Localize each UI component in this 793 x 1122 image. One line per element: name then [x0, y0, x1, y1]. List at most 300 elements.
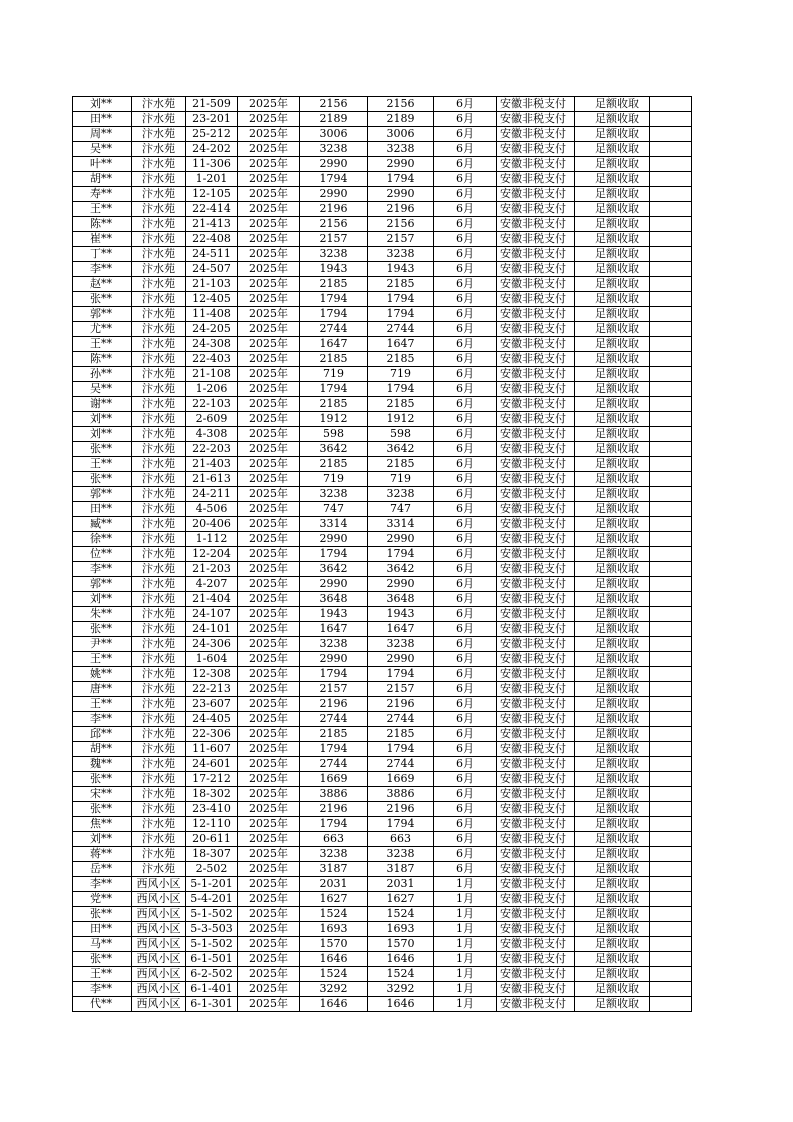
cell-month: 6月 — [434, 232, 497, 247]
cell-payment-method: 安徽非税支付 — [497, 472, 575, 487]
cell-year: 2025年 — [238, 922, 300, 937]
cell-payment-method: 安徽非税支付 — [497, 397, 575, 412]
cell-payment-method: 安徽非税支付 — [497, 202, 575, 217]
cell-payment-method: 安徽非税支付 — [497, 172, 575, 187]
cell-resident-name: 丁** — [73, 247, 132, 262]
cell-month: 6月 — [434, 712, 497, 727]
cell-month: 6月 — [434, 637, 497, 652]
cell-amount-due: 3238 — [300, 247, 368, 262]
cell-amount-due: 1794 — [300, 172, 368, 187]
cell-amount-due: 3642 — [300, 562, 368, 577]
cell-amount-paid: 719 — [368, 472, 434, 487]
cell-amount-paid: 1794 — [368, 292, 434, 307]
cell-year: 2025年 — [238, 757, 300, 772]
cell-extra — [650, 502, 692, 517]
cell-community: 西风小区 — [132, 922, 186, 937]
cell-amount-paid: 1794 — [368, 547, 434, 562]
cell-payment-method: 安徽非税支付 — [497, 232, 575, 247]
cell-amount-paid: 663 — [368, 832, 434, 847]
cell-resident-name: 张** — [73, 772, 132, 787]
cell-extra — [650, 787, 692, 802]
table-row — [73, 607, 692, 622]
cell-year: 2025年 — [238, 277, 300, 292]
cell-payment-method: 安徽非税支付 — [497, 382, 575, 397]
cell-amount-due: 1646 — [300, 997, 368, 1012]
cell-payment-method: 安徽非税支付 — [497, 742, 575, 757]
cell-resident-name: 王** — [73, 652, 132, 667]
cell-payment-method: 安徽非税支付 — [497, 997, 575, 1012]
cell-amount-due: 598 — [300, 427, 368, 442]
cell-extra — [650, 457, 692, 472]
cell-unit-number: 23-410 — [186, 802, 238, 817]
cell-extra — [650, 892, 692, 907]
cell-month: 1月 — [434, 967, 497, 982]
cell-resident-name: 宋** — [73, 787, 132, 802]
cell-community: 汴水苑 — [132, 292, 186, 307]
cell-payment-method: 安徽非税支付 — [497, 517, 575, 532]
cell-extra — [650, 997, 692, 1012]
cell-amount-due: 3648 — [300, 592, 368, 607]
cell-collection-status: 足额收取 — [575, 922, 650, 937]
cell-month: 6月 — [434, 307, 497, 322]
cell-amount-paid: 2196 — [368, 697, 434, 712]
cell-amount-due: 2157 — [300, 682, 368, 697]
cell-year: 2025年 — [238, 637, 300, 652]
cell-community: 汴水苑 — [132, 622, 186, 637]
cell-year: 2025年 — [238, 442, 300, 457]
cell-unit-number: 11-408 — [186, 307, 238, 322]
cell-extra — [650, 667, 692, 682]
cell-unit-number: 21-413 — [186, 217, 238, 232]
cell-resident-name: 崔** — [73, 232, 132, 247]
cell-payment-method: 安徽非税支付 — [497, 952, 575, 967]
cell-community: 西风小区 — [132, 907, 186, 922]
cell-resident-name: 李** — [73, 877, 132, 892]
cell-extra — [650, 142, 692, 157]
cell-amount-paid: 3238 — [368, 487, 434, 502]
cell-collection-status: 足额收取 — [575, 202, 650, 217]
cell-amount-paid: 2185 — [368, 277, 434, 292]
cell-month: 6月 — [434, 487, 497, 502]
cell-month: 6月 — [434, 577, 497, 592]
cell-collection-status: 足额收取 — [575, 712, 650, 727]
cell-extra — [650, 757, 692, 772]
cell-amount-paid: 3238 — [368, 142, 434, 157]
cell-amount-paid: 1912 — [368, 412, 434, 427]
cell-extra — [650, 772, 692, 787]
cell-month: 6月 — [434, 727, 497, 742]
cell-payment-method: 安徽非税支付 — [497, 667, 575, 682]
cell-resident-name: 代** — [73, 997, 132, 1012]
cell-amount-paid: 2990 — [368, 187, 434, 202]
table-row — [73, 712, 692, 727]
cell-amount-paid: 747 — [368, 502, 434, 517]
cell-resident-name: 刘** — [73, 412, 132, 427]
cell-month: 6月 — [434, 682, 497, 697]
cell-year: 2025年 — [238, 142, 300, 157]
cell-year: 2025年 — [238, 607, 300, 622]
cell-payment-method: 安徽非税支付 — [497, 607, 575, 622]
cell-month: 6月 — [434, 442, 497, 457]
cell-month: 6月 — [434, 292, 497, 307]
cell-extra — [650, 427, 692, 442]
cell-community: 西风小区 — [132, 967, 186, 982]
cell-community: 汴水苑 — [132, 202, 186, 217]
cell-collection-status: 足额收取 — [575, 982, 650, 997]
cell-amount-due: 1669 — [300, 772, 368, 787]
cell-unit-number: 1-604 — [186, 652, 238, 667]
cell-community: 西风小区 — [132, 892, 186, 907]
cell-collection-status: 足额收取 — [575, 337, 650, 352]
cell-amount-due: 1794 — [300, 547, 368, 562]
table-row — [73, 472, 692, 487]
table-row — [73, 847, 692, 862]
cell-collection-status: 足额收取 — [575, 592, 650, 607]
cell-amount-due: 3187 — [300, 862, 368, 877]
cell-collection-status: 足额收取 — [575, 652, 650, 667]
cell-collection-status: 足额收取 — [575, 892, 650, 907]
cell-resident-name: 胡** — [73, 742, 132, 757]
cell-collection-status: 足额收取 — [575, 847, 650, 862]
cell-resident-name: 姚** — [73, 667, 132, 682]
cell-amount-due: 2185 — [300, 457, 368, 472]
cell-resident-name: 李** — [73, 262, 132, 277]
cell-resident-name: 郭** — [73, 487, 132, 502]
cell-amount-due: 2031 — [300, 877, 368, 892]
cell-community: 汴水苑 — [132, 637, 186, 652]
cell-extra — [650, 307, 692, 322]
cell-extra — [650, 697, 692, 712]
cell-resident-name: 寿** — [73, 187, 132, 202]
table-row — [73, 202, 692, 217]
table-row — [73, 967, 692, 982]
cell-amount-due: 3642 — [300, 442, 368, 457]
cell-extra — [650, 202, 692, 217]
cell-extra — [650, 532, 692, 547]
cell-collection-status: 足额收取 — [575, 502, 650, 517]
cell-year: 2025年 — [238, 697, 300, 712]
table-body — [73, 97, 692, 1012]
cell-resident-name: 岳** — [73, 862, 132, 877]
cell-year: 2025年 — [238, 847, 300, 862]
cell-collection-status: 足额收取 — [575, 292, 650, 307]
cell-extra — [650, 952, 692, 967]
cell-extra — [650, 187, 692, 202]
cell-amount-due: 2156 — [300, 97, 368, 112]
cell-community: 汴水苑 — [132, 427, 186, 442]
fee-collection-table — [72, 96, 692, 1012]
cell-extra — [650, 397, 692, 412]
cell-amount-due: 1646 — [300, 952, 368, 967]
cell-resident-name: 刘** — [73, 592, 132, 607]
cell-amount-paid: 3187 — [368, 862, 434, 877]
cell-unit-number: 25-212 — [186, 127, 238, 142]
cell-amount-due: 2196 — [300, 697, 368, 712]
table-row — [73, 262, 692, 277]
cell-payment-method: 安徽非税支付 — [497, 577, 575, 592]
cell-payment-method: 安徽非税支付 — [497, 937, 575, 952]
cell-payment-method: 安徽非税支付 — [497, 637, 575, 652]
cell-payment-method: 安徽非税支付 — [497, 142, 575, 157]
cell-payment-method: 安徽非税支付 — [497, 562, 575, 577]
cell-amount-due: 1627 — [300, 892, 368, 907]
cell-year: 2025年 — [238, 337, 300, 352]
cell-collection-status: 足额收取 — [575, 112, 650, 127]
cell-resident-name: 吴** — [73, 142, 132, 157]
cell-amount-paid: 1943 — [368, 607, 434, 622]
cell-amount-due: 747 — [300, 502, 368, 517]
cell-resident-name: 郭** — [73, 577, 132, 592]
cell-month: 6月 — [434, 772, 497, 787]
cell-collection-status: 足额收取 — [575, 187, 650, 202]
cell-unit-number: 24-507 — [186, 262, 238, 277]
cell-resident-name: 张** — [73, 907, 132, 922]
cell-payment-method: 安徽非税支付 — [497, 547, 575, 562]
cell-resident-name: 李** — [73, 982, 132, 997]
table-row — [73, 922, 692, 937]
cell-resident-name: 臧** — [73, 517, 132, 532]
cell-year: 2025年 — [238, 187, 300, 202]
table-row — [73, 412, 692, 427]
cell-unit-number: 24-101 — [186, 622, 238, 637]
table-row — [73, 862, 692, 877]
cell-unit-number: 6-2-502 — [186, 967, 238, 982]
cell-community: 汴水苑 — [132, 247, 186, 262]
cell-collection-status: 足额收取 — [575, 607, 650, 622]
cell-unit-number: 21-404 — [186, 592, 238, 607]
cell-community: 汴水苑 — [132, 667, 186, 682]
cell-year: 2025年 — [238, 217, 300, 232]
cell-year: 2025年 — [238, 952, 300, 967]
cell-extra — [650, 862, 692, 877]
cell-unit-number: 11-607 — [186, 742, 238, 757]
cell-year: 2025年 — [238, 997, 300, 1012]
cell-payment-method: 安徽非税支付 — [497, 502, 575, 517]
cell-collection-status: 足额收取 — [575, 232, 650, 247]
cell-community: 汴水苑 — [132, 277, 186, 292]
cell-month: 6月 — [434, 532, 497, 547]
cell-amount-due: 3238 — [300, 487, 368, 502]
cell-community: 汴水苑 — [132, 847, 186, 862]
cell-community: 西风小区 — [132, 997, 186, 1012]
cell-resident-name: 田** — [73, 922, 132, 937]
cell-month: 6月 — [434, 622, 497, 637]
cell-amount-paid: 598 — [368, 427, 434, 442]
cell-unit-number: 1-206 — [186, 382, 238, 397]
cell-amount-due: 1943 — [300, 262, 368, 277]
cell-collection-status: 足额收取 — [575, 622, 650, 637]
cell-extra — [650, 247, 692, 262]
cell-unit-number: 4-506 — [186, 502, 238, 517]
cell-community: 汴水苑 — [132, 517, 186, 532]
table-row — [73, 382, 692, 397]
cell-unit-number: 12-405 — [186, 292, 238, 307]
cell-community: 西风小区 — [132, 937, 186, 952]
cell-year: 2025年 — [238, 547, 300, 562]
cell-amount-paid: 1524 — [368, 907, 434, 922]
cell-month: 6月 — [434, 847, 497, 862]
cell-community: 汴水苑 — [132, 532, 186, 547]
cell-collection-status: 足额收取 — [575, 562, 650, 577]
cell-amount-paid: 2185 — [368, 457, 434, 472]
cell-collection-status: 足额收取 — [575, 172, 650, 187]
cell-community: 汴水苑 — [132, 487, 186, 502]
cell-amount-paid: 1646 — [368, 997, 434, 1012]
cell-payment-method: 安徽非税支付 — [497, 757, 575, 772]
cell-amount-paid: 3642 — [368, 442, 434, 457]
cell-amount-paid: 2744 — [368, 322, 434, 337]
cell-month: 6月 — [434, 382, 497, 397]
cell-collection-status: 足额收取 — [575, 142, 650, 157]
cell-month: 6月 — [434, 202, 497, 217]
cell-month: 6月 — [434, 157, 497, 172]
cell-amount-paid: 3238 — [368, 637, 434, 652]
cell-community: 汴水苑 — [132, 772, 186, 787]
cell-year: 2025年 — [238, 862, 300, 877]
cell-amount-due: 2990 — [300, 157, 368, 172]
cell-collection-status: 足额收取 — [575, 352, 650, 367]
cell-amount-due: 1647 — [300, 622, 368, 637]
table-row — [73, 142, 692, 157]
cell-extra — [650, 832, 692, 847]
cell-unit-number: 1-201 — [186, 172, 238, 187]
cell-collection-status: 足额收取 — [575, 442, 650, 457]
cell-unit-number: 22-408 — [186, 232, 238, 247]
cell-community: 汴水苑 — [132, 712, 186, 727]
cell-amount-due: 2185 — [300, 727, 368, 742]
cell-year: 2025年 — [238, 367, 300, 382]
cell-amount-paid: 3292 — [368, 982, 434, 997]
cell-community: 汴水苑 — [132, 547, 186, 562]
cell-resident-name: 赵** — [73, 277, 132, 292]
cell-community: 汴水苑 — [132, 442, 186, 457]
cell-community: 汴水苑 — [132, 652, 186, 667]
cell-extra — [650, 712, 692, 727]
cell-year: 2025年 — [238, 682, 300, 697]
cell-community: 汴水苑 — [132, 472, 186, 487]
cell-month: 6月 — [434, 517, 497, 532]
cell-amount-due: 663 — [300, 832, 368, 847]
cell-community: 汴水苑 — [132, 97, 186, 112]
cell-year: 2025年 — [238, 247, 300, 262]
table-row — [73, 532, 692, 547]
cell-month: 6月 — [434, 187, 497, 202]
cell-resident-name: 孙** — [73, 367, 132, 382]
cell-resident-name: 叶** — [73, 157, 132, 172]
cell-unit-number: 12-105 — [186, 187, 238, 202]
cell-payment-method: 安徽非税支付 — [497, 682, 575, 697]
cell-extra — [650, 322, 692, 337]
cell-month: 1月 — [434, 937, 497, 952]
cell-month: 6月 — [434, 172, 497, 187]
cell-amount-due: 2990 — [300, 652, 368, 667]
cell-month: 6月 — [434, 547, 497, 562]
cell-amount-paid: 1647 — [368, 337, 434, 352]
cell-resident-name: 魏** — [73, 757, 132, 772]
cell-resident-name: 王** — [73, 337, 132, 352]
cell-amount-due: 2990 — [300, 577, 368, 592]
cell-community: 汴水苑 — [132, 862, 186, 877]
cell-month: 6月 — [434, 427, 497, 442]
cell-community: 汴水苑 — [132, 832, 186, 847]
cell-community: 汴水苑 — [132, 757, 186, 772]
cell-resident-name: 谢** — [73, 397, 132, 412]
cell-month: 6月 — [434, 322, 497, 337]
cell-unit-number: 5-3-503 — [186, 922, 238, 937]
cell-resident-name: 田** — [73, 502, 132, 517]
cell-unit-number: 17-212 — [186, 772, 238, 787]
cell-month: 6月 — [434, 607, 497, 622]
cell-resident-name: 邱** — [73, 727, 132, 742]
cell-community: 汴水苑 — [132, 337, 186, 352]
cell-payment-method: 安徽非税支付 — [497, 217, 575, 232]
cell-unit-number: 24-205 — [186, 322, 238, 337]
cell-unit-number: 22-306 — [186, 727, 238, 742]
cell-payment-method: 安徽非税支付 — [497, 457, 575, 472]
cell-payment-method: 安徽非税支付 — [497, 157, 575, 172]
cell-unit-number: 6-1-501 — [186, 952, 238, 967]
cell-month: 6月 — [434, 502, 497, 517]
cell-payment-method: 安徽非税支付 — [497, 982, 575, 997]
cell-community: 汴水苑 — [132, 727, 186, 742]
cell-community: 汴水苑 — [132, 562, 186, 577]
cell-year: 2025年 — [238, 157, 300, 172]
cell-collection-status: 足额收取 — [575, 97, 650, 112]
table-row — [73, 997, 692, 1012]
cell-unit-number: 4-308 — [186, 427, 238, 442]
cell-year: 2025年 — [238, 727, 300, 742]
cell-resident-name: 马** — [73, 937, 132, 952]
cell-community: 汴水苑 — [132, 172, 186, 187]
cell-amount-due: 1794 — [300, 382, 368, 397]
cell-extra — [650, 727, 692, 742]
cell-year: 2025年 — [238, 667, 300, 682]
cell-amount-paid: 2196 — [368, 802, 434, 817]
cell-month: 6月 — [434, 757, 497, 772]
cell-unit-number: 11-306 — [186, 157, 238, 172]
cell-month: 1月 — [434, 907, 497, 922]
cell-resident-name: 张** — [73, 952, 132, 967]
cell-resident-name: 张** — [73, 622, 132, 637]
cell-collection-status: 足额收取 — [575, 577, 650, 592]
table-row — [73, 547, 692, 562]
cell-resident-name: 李** — [73, 562, 132, 577]
cell-unit-number: 23-607 — [186, 697, 238, 712]
cell-month: 6月 — [434, 697, 497, 712]
cell-amount-due: 719 — [300, 472, 368, 487]
cell-month: 6月 — [434, 217, 497, 232]
cell-community: 西风小区 — [132, 982, 186, 997]
cell-unit-number: 12-110 — [186, 817, 238, 832]
cell-extra — [650, 907, 692, 922]
cell-amount-due: 2196 — [300, 802, 368, 817]
cell-unit-number: 5-4-201 — [186, 892, 238, 907]
cell-unit-number: 24-405 — [186, 712, 238, 727]
cell-collection-status: 足额收取 — [575, 952, 650, 967]
cell-collection-status: 足额收取 — [575, 802, 650, 817]
cell-payment-method: 安徽非税支付 — [497, 847, 575, 862]
cell-payment-method: 安徽非税支付 — [497, 187, 575, 202]
cell-month: 6月 — [434, 667, 497, 682]
cell-amount-due: 2990 — [300, 187, 368, 202]
cell-collection-status: 足额收取 — [575, 772, 650, 787]
table-row — [73, 487, 692, 502]
cell-extra — [650, 97, 692, 112]
cell-collection-status: 足额收取 — [575, 817, 650, 832]
cell-collection-status: 足额收取 — [575, 742, 650, 757]
cell-extra — [650, 517, 692, 532]
cell-month: 6月 — [434, 562, 497, 577]
